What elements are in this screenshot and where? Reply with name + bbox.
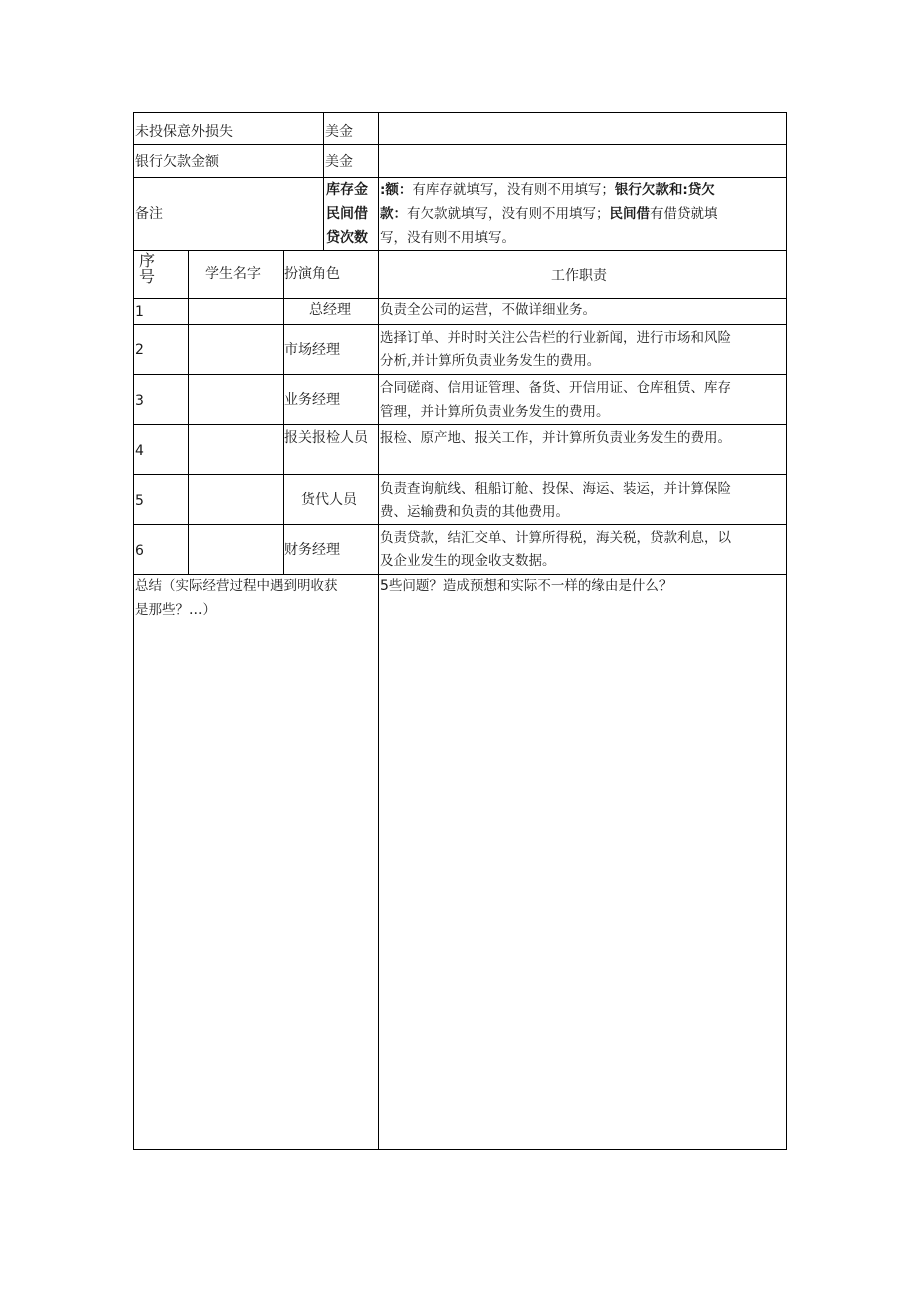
bank-debt-label: 银行欠款金额 (135, 154, 219, 170)
duty-line: 报检、原产地、报关工作，并计算所负责业务发生的费用。 (380, 430, 731, 446)
row-number: 2 (135, 342, 144, 358)
header-seq-1: 序 (139, 251, 156, 270)
duty-line: 及企业发生的现金收支数据。 (380, 553, 556, 569)
role-name: 货代人员 (301, 492, 357, 508)
duty-line: 负责查询航线、租船订舱、投保、海运、装运，并计算保险 (380, 481, 731, 497)
row-divider (133, 144, 787, 145)
row-divider (133, 574, 787, 575)
column-divider (378, 250, 379, 1150)
duty-line: 负责全公司的运营，不做详细业务。 (380, 302, 596, 318)
row-number: 4 (135, 443, 144, 459)
remark-line-2: 款：有欠款就填写，没有则不用填写；民间借有借贷就填 (380, 206, 718, 222)
uninsured-loss-label: 未投保意外损失 (135, 124, 233, 140)
uninsured-loss-unit: 美金 (325, 124, 353, 140)
summary-prompt-line-1: 总结（实际经营过程中遇到明收获 (135, 578, 338, 594)
remark-heading-inventory: 库存金 (326, 182, 368, 198)
role-name: 报关报检人员 (284, 430, 368, 446)
header-role: 扮演角色 (284, 266, 340, 282)
row-number: 5 (135, 493, 144, 509)
role-name: 总经理 (309, 302, 351, 318)
duty-line: 管理，并计算所负责业务发生的费用。 (380, 404, 610, 420)
duty-line: 分析,并计算所负责业务发生的费用。 (380, 353, 601, 369)
header-student-name: 学生名字 (205, 266, 261, 282)
duty-line: 负责贷款，结汇交单、计算所得税，海关税，贷款利息，以 (380, 530, 731, 546)
column-divider (283, 250, 284, 575)
column-divider (188, 250, 189, 575)
role-name: 财务经理 (284, 542, 340, 558)
duty-line: 选择订单、并时时关注公告栏的行业新闻，进行市场和风险 (380, 330, 731, 346)
column-divider (323, 112, 324, 251)
column-divider (378, 112, 379, 251)
summary-prompt-line-2: 是那些？…） (135, 602, 216, 618)
duty-line: 合同磋商、信用证管理、备货、开信用证、仓库租赁、库存 (380, 380, 731, 396)
header-duties: 工作职责 (551, 268, 607, 284)
role-name: 业务经理 (284, 392, 340, 408)
remark-line-1: :额：有库存就填写，没有则不用填写；银行欠款和:贷欠 (380, 182, 715, 198)
bank-debt-unit: 美金 (325, 154, 353, 170)
remark-heading-private-loan: 民间借 (326, 206, 368, 222)
row-divider (133, 524, 787, 525)
row-divider (133, 424, 787, 425)
role-name: 市场经理 (284, 342, 340, 358)
header-seq-2: 号 (139, 267, 156, 286)
row-number: 6 (135, 543, 144, 559)
remark-label: 备注 (135, 206, 163, 222)
summary-question: 5些问题？造成预想和实际不一样的缘由是什么？ (380, 578, 673, 594)
row-divider (133, 177, 787, 178)
remark-line-3: 写，没有则不用填写。 (380, 230, 515, 246)
row-divider (133, 374, 787, 375)
row-divider (133, 298, 787, 299)
remark-heading-loan-count: 贷次数 (326, 230, 368, 246)
row-divider (133, 324, 787, 325)
role-assignment-form (133, 112, 787, 1150)
row-number: 3 (135, 393, 144, 409)
row-number: 1 (135, 304, 144, 320)
row-divider (133, 474, 787, 475)
duty-line: 费、运输费和负责的其他费用。 (380, 504, 569, 520)
row-divider (133, 250, 787, 251)
